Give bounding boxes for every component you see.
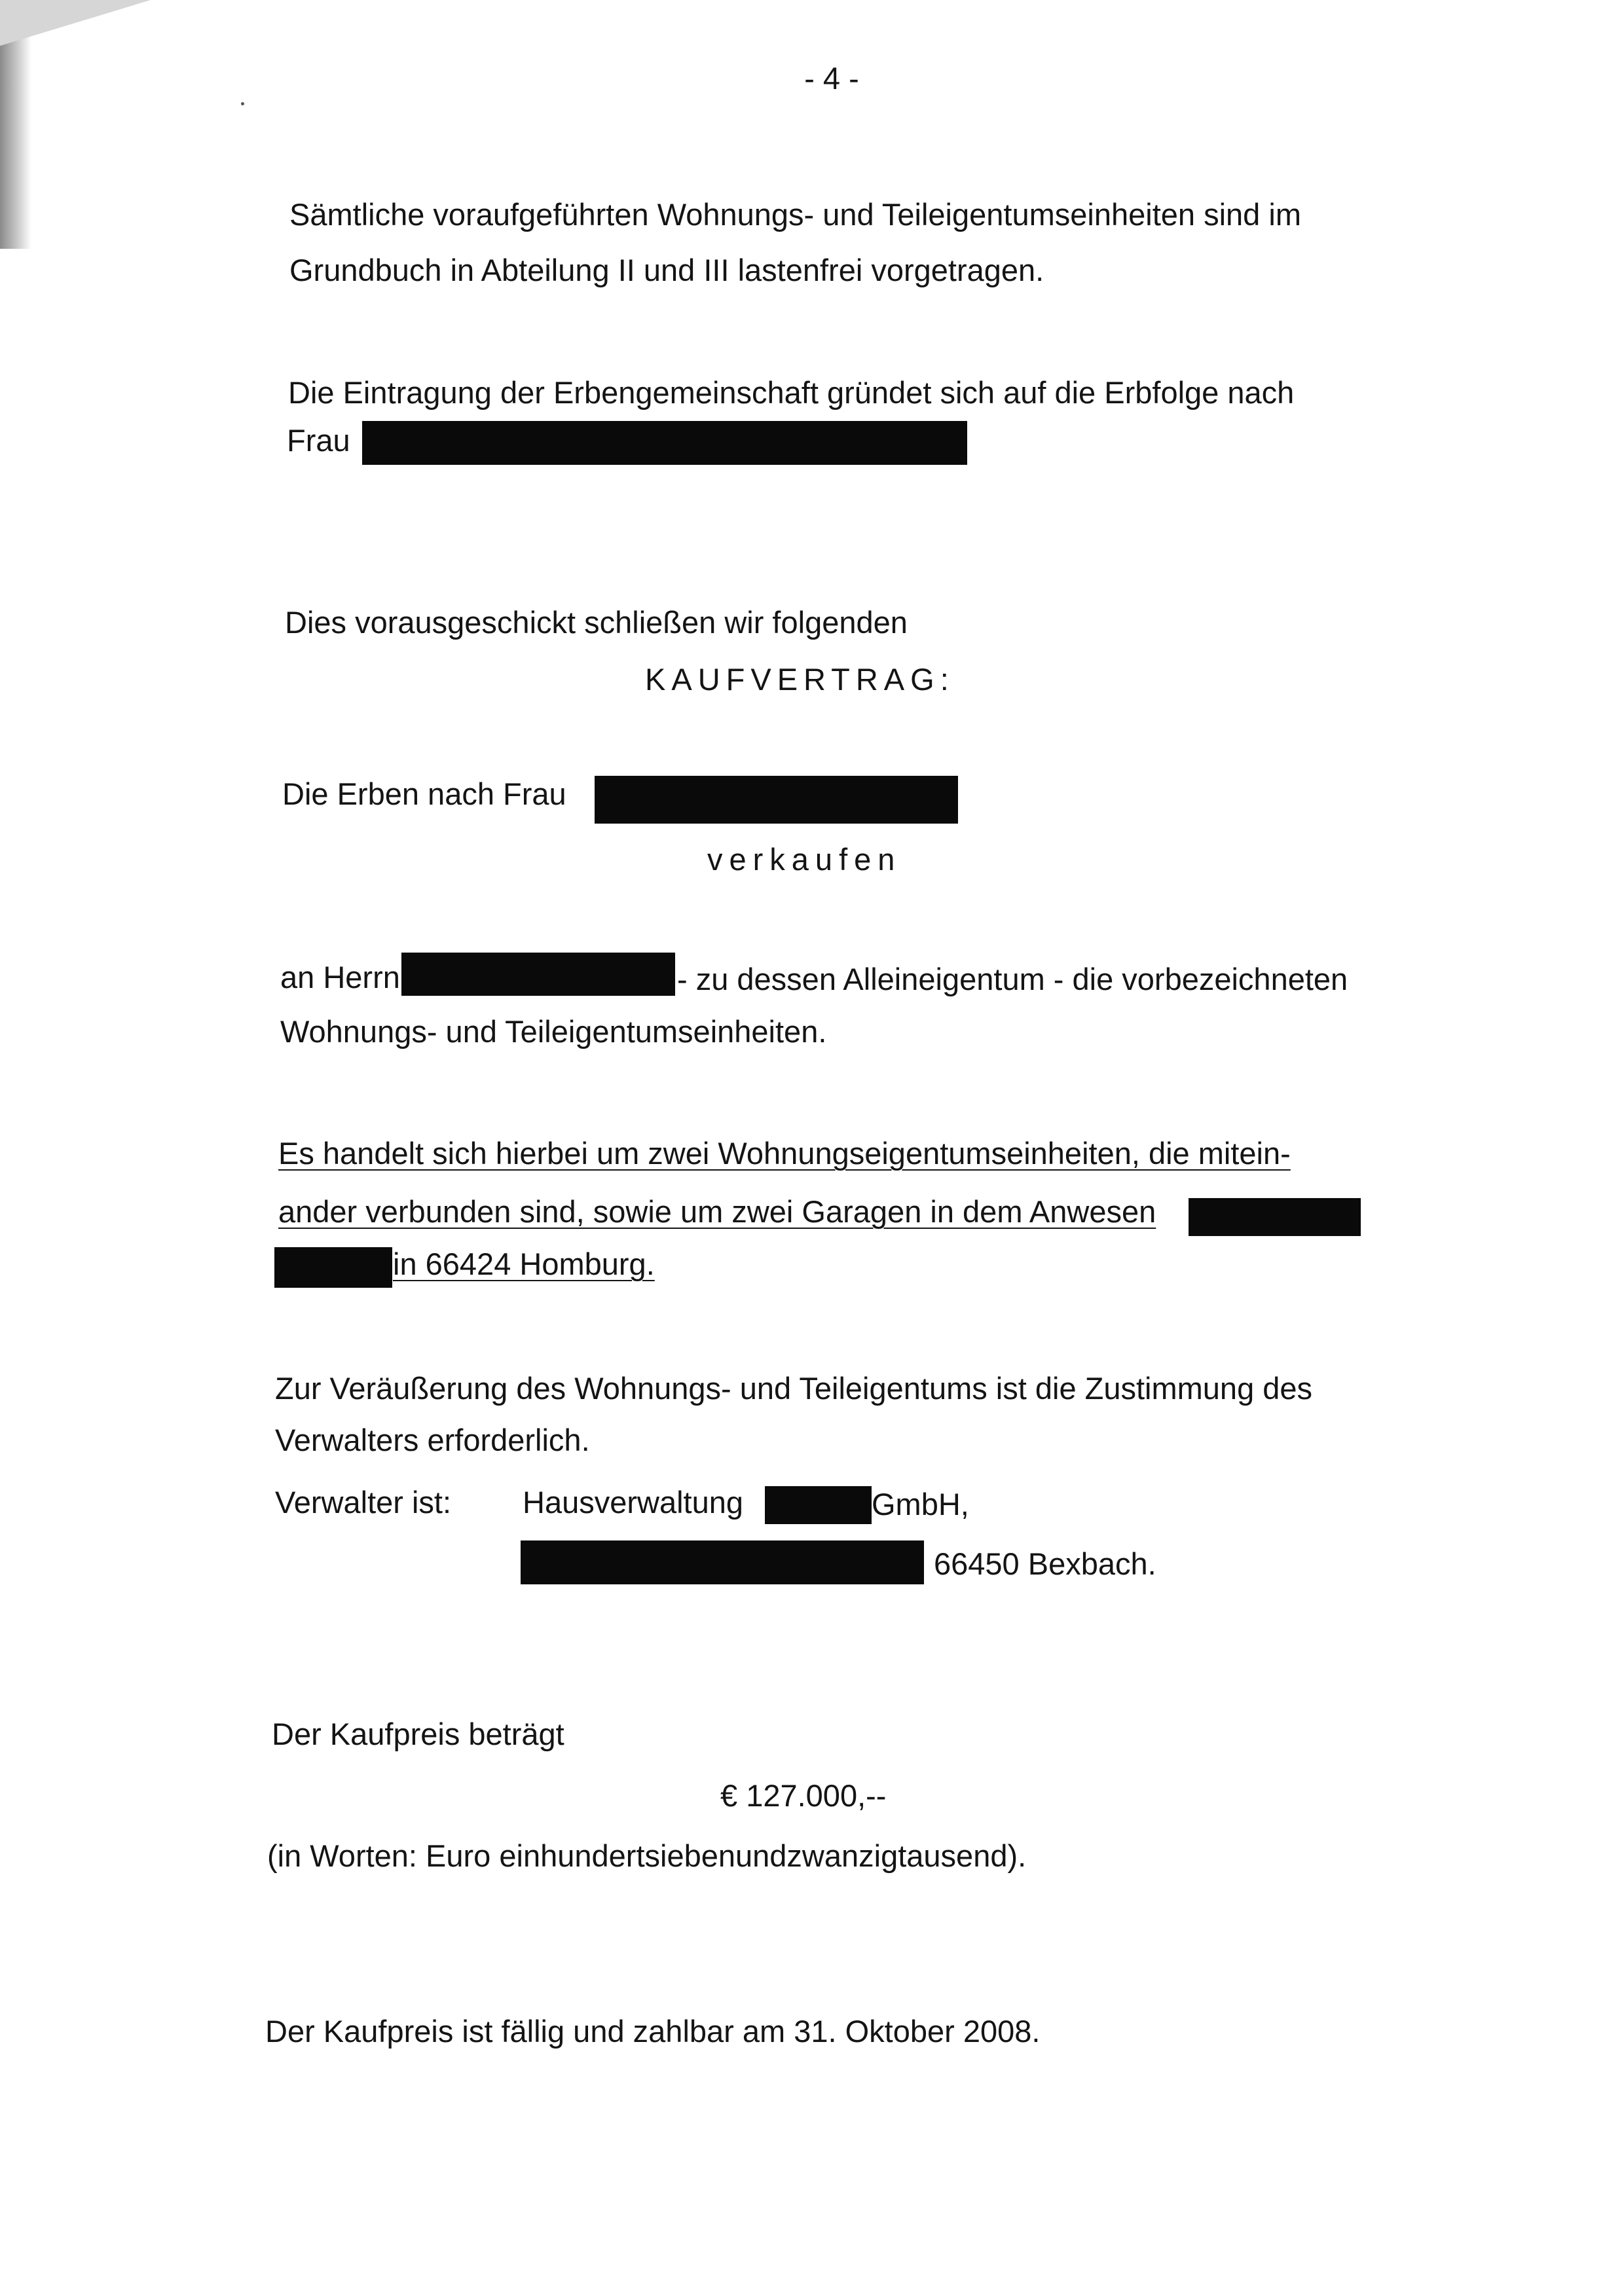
redaction-bar-erben [595, 776, 958, 824]
redaction-bar-anwesen [1189, 1198, 1361, 1236]
units-line-1: Es handelt sich hierbei um zwei Wohnungseigentumseinheiten, die mitein- [278, 1136, 1291, 1171]
price-words: (in Worten: Euro einhundertsiebenundzwanzigtausend). [267, 1838, 1027, 1873]
verwalter-name-suffix: GmbH, [872, 1487, 969, 1522]
verwalter-label: Verwalter ist: [275, 1485, 452, 1520]
price-value: € 127.000,-- [720, 1778, 887, 1813]
verkaufen-word: verkaufen [707, 842, 902, 877]
scan-page-corner [0, 0, 151, 46]
buyer-suffix: - zu dessen Alleineigentum - die vorbezeichneten [677, 962, 1348, 996]
erbfolge-line: Die Eintragung der Erbengemeinschaft gründet sich auf die Erbfolge nach [288, 375, 1295, 410]
verwalter-city: 66450 Bexbach. [934, 1546, 1156, 1581]
erben-label: Die Erben nach Frau [282, 776, 566, 811]
buyer-line-2: Wohnungs- und Teileigentumseinheiten. [280, 1014, 827, 1049]
vorausgeschickt-line: Dies vorausgeschickt schließen wir folgenden [285, 605, 908, 640]
units-city: in 66424 Homburg. [393, 1247, 655, 1281]
page-number: - 4 - [804, 61, 859, 96]
redaction-bar-street [274, 1247, 392, 1288]
redaction-bar-verwalter-address [521, 1540, 924, 1584]
price-label: Der Kaufpreis beträgt [272, 1717, 564, 1751]
buyer-prefix: an Herrn [280, 960, 400, 994]
redaction-bar-verwalter-name [765, 1486, 872, 1524]
intro-line-2: Grundbuch in Abteilung II und III lastenfrei vorgetragen. [289, 253, 1044, 287]
consent-line-1: Zur Veräußerung des Wohnungs- und Teileigentums ist die Zustimmung des [275, 1371, 1313, 1406]
redaction-bar-buyer [401, 953, 675, 996]
units-line-2: ander verbunden sind, sowie um zwei Garagen in dem Anwesen [278, 1194, 1156, 1229]
due-line: Der Kaufpreis ist fällig und zahlbar am 31. Oktober 2008. [265, 2014, 1041, 2049]
frau-label: Frau [287, 423, 350, 458]
verwalter-name-prefix: Hausverwaltung [523, 1485, 744, 1520]
scan-speck [241, 102, 244, 105]
contract-heading: KAUFVERTRAG: [645, 662, 955, 697]
consent-line-2: Verwalters erforderlich. [275, 1423, 590, 1457]
redaction-bar-frau [362, 421, 967, 465]
intro-line-1: Sämtliche voraufgeführten Wohnungs- und Teileigentumseinheiten sind im [289, 197, 1301, 232]
